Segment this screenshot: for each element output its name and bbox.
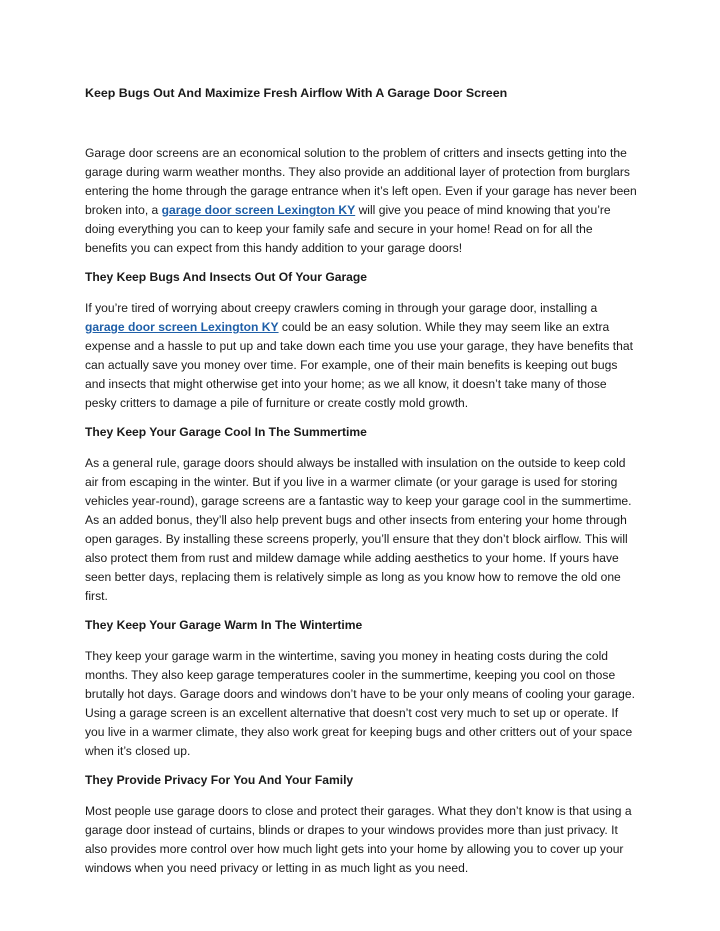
section-heading-bugs: They Keep Bugs And Insects Out Of Your Garage: [85, 270, 368, 284]
bugs-text-after-link: could be an easy solution. While they may seem like an extra expense and a hassle to put up and take down each time you use your garage, they have benefits that can actually save you money over time. For example, one of their main benefits is keeping out bugs and insects that might otherwise get into your home; as we all know, it doesn’t take many of those pesky critters to damage a pile of furniture or create costly mold growth.: [85, 320, 633, 410]
garage-door-screen-link[interactable]: garage door screen Lexington KY: [85, 320, 279, 334]
section-paragraph-bugs: [85, 299, 637, 413]
garage-door-screen-link[interactable]: garage door screen Lexington KY: [161, 203, 356, 217]
page-title: Keep Bugs Out And Maximize Fresh Airflow With A Garage Door Screen: [85, 86, 508, 100]
section-paragraph-privacy: Most people use garage doors to close and protect their garages. What they don’t know is that using a garage door instead of curtains, blinds or drapes to your windows provides more than just privacy. It also provides more control over how much light gets into your home by allowing you to cover up your windows when you need privacy or letting in as much light as you need.: [85, 804, 632, 875]
intro-paragraph: [85, 144, 637, 258]
intro-text-before-link: Garage door screens are an economical solution to the problem of critters and insects getting into the garage during warm weather months. They also provide an additional layer of protection from burglars entering the home through the garage entrance when it’s left open. Even if your garage has never been broken into, a: [85, 146, 637, 217]
section-paragraph-cool: As a general rule, garage doors should always be installed with insulation on the outside to keep cold air from escaping in the winter. But if you live in a warmer climate (or your garage is used for storing vehicles year-round), garage screens are a fantastic way to keep your garage cool in the summertime. As an added bonus, they’ll also help prevent bugs and other insects from entering your home through open garages. By installing these screens properly, you’ll ensure that they don’t block airflow. This will also protect them from rust and mildew damage while adding aesthetics to your home. If yours have seen better days, replacing them is relatively simple as long as you know how to remove the old one first.: [85, 456, 632, 603]
section-paragraph-warm: They keep your garage warm in the wintertime, saving you money in heating costs during the cold months. They also keep garage temperatures cooler in the summertime, keeping you cool on those brutally hot days. Garage doors and windows don’t have to be your only means of cooling your garage. Using a garage screen is an excellent alternative that doesn’t cost very much to set up or operate. If you live in a warmer climate, they also work great for keeping bugs and other critters out of your space when it’s closed up.: [85, 649, 635, 758]
article-body: [85, 144, 637, 888]
section-heading-warm: They Keep Your Garage Warm In The Wintertime: [85, 618, 363, 632]
section-heading-cool: They Keep Your Garage Cool In The Summertime: [85, 425, 367, 439]
section-heading-privacy: They Provide Privacy For You And Your Family: [85, 773, 354, 787]
intro-text-after-link: will give you peace of mind knowing that you’re doing everything you can to keep your family safe and secure in your home! Read on for all the benefits you can expect from this handy addition to your garage doors!: [85, 203, 611, 255]
bugs-text-before-link: If you’re tired of worrying about creepy crawlers coming in through your garage door, installing a: [85, 301, 598, 315]
